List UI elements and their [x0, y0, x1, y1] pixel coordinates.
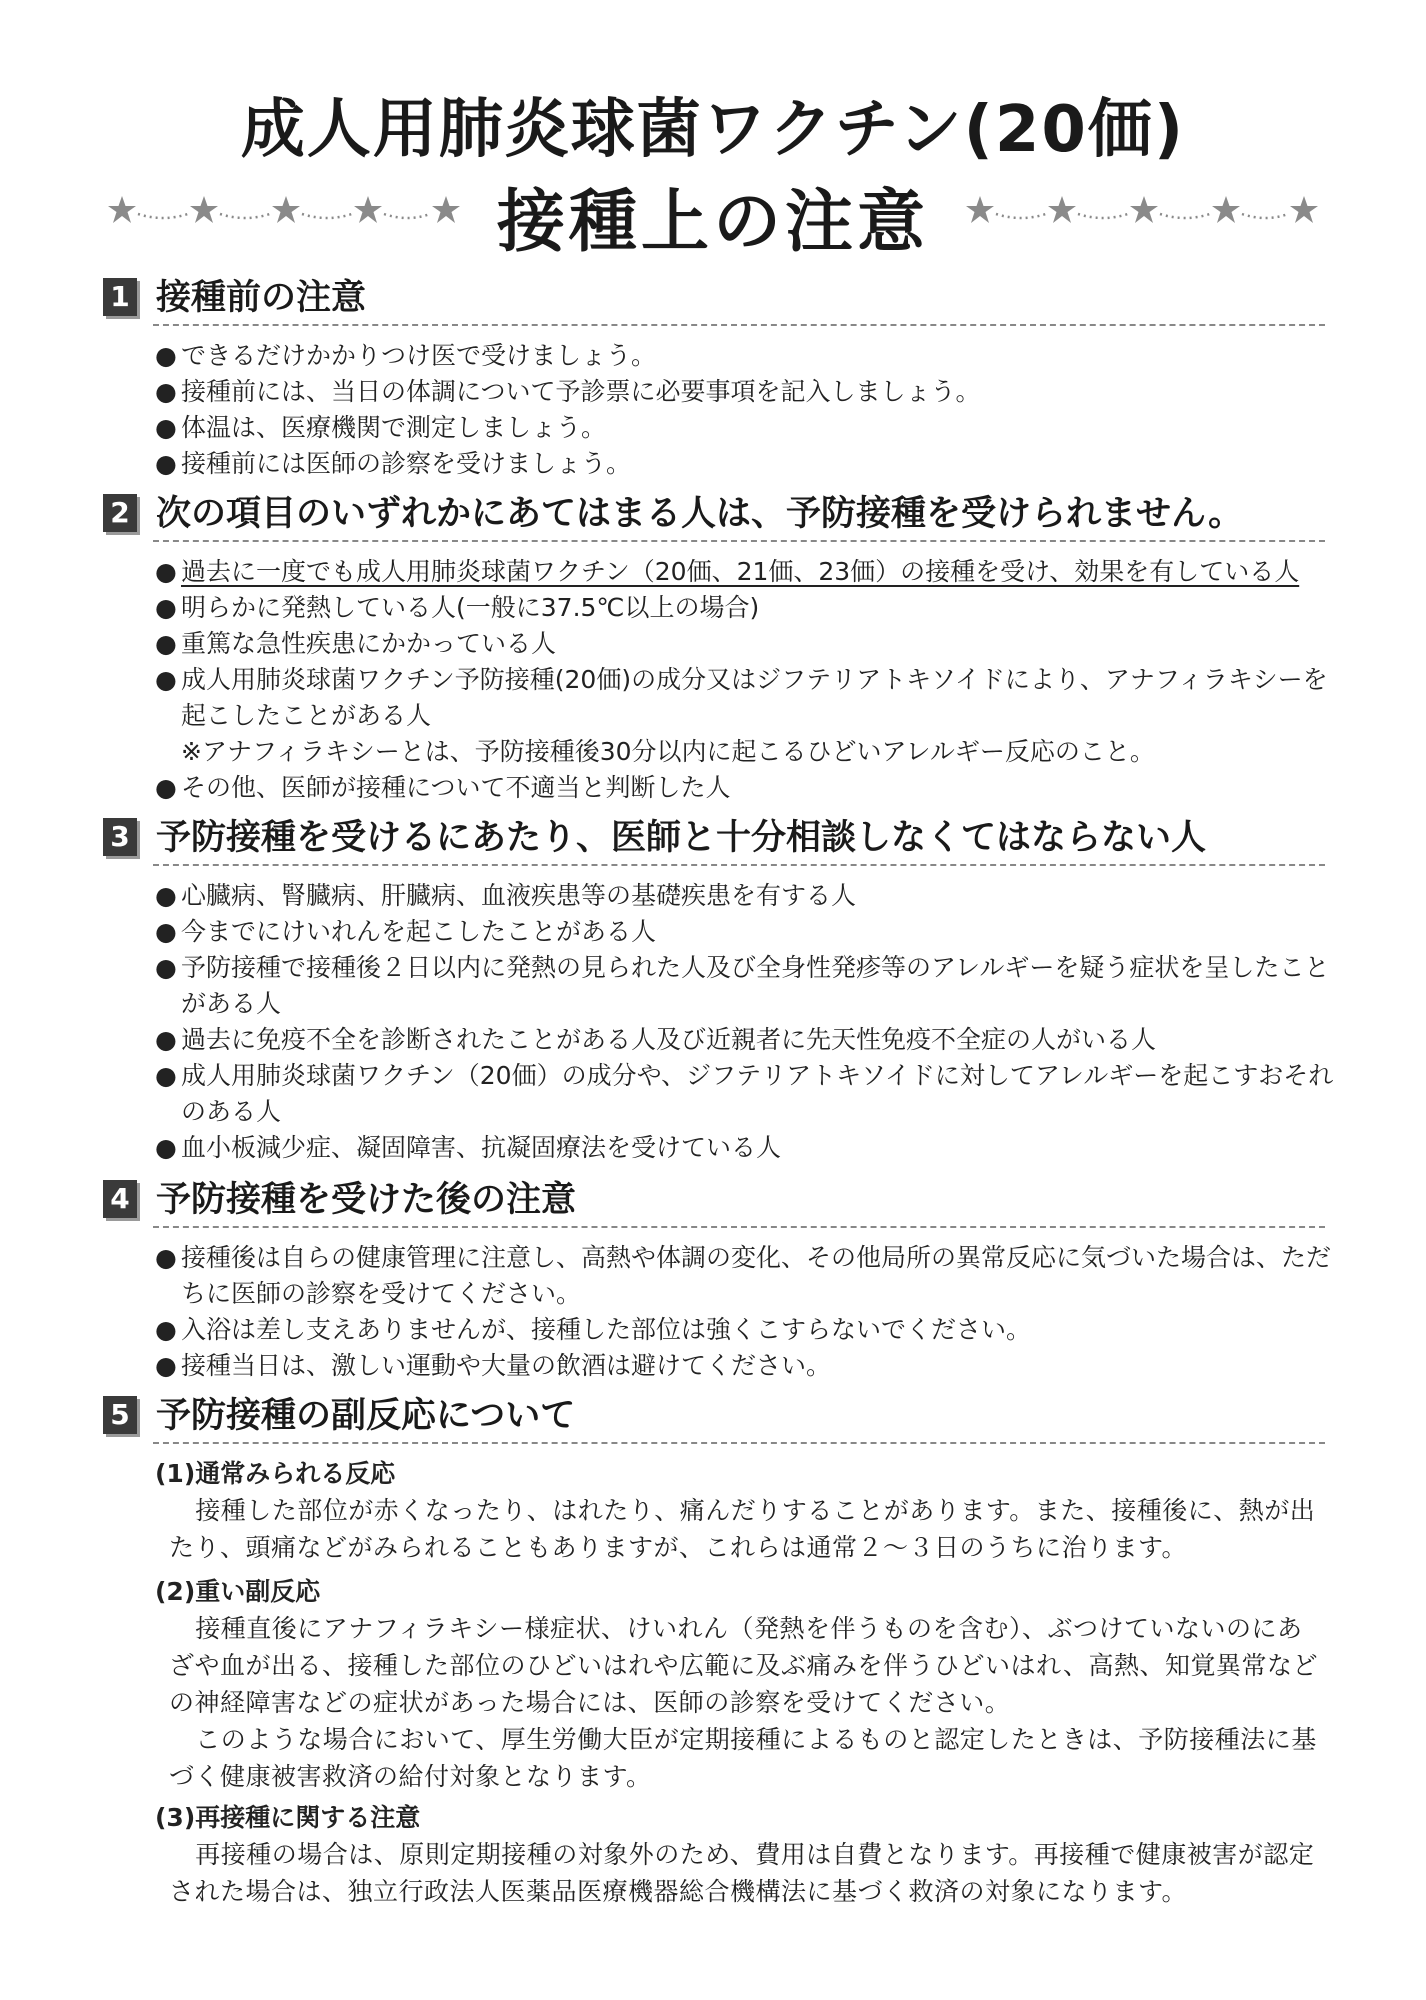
section-3-header	[103, 814, 1323, 864]
paragraph: 接種直後にアナフィラキシー様症状、けいれん（発熱を伴うものを含む）、ぶつけていないのにあざや血が出る、接種した部位のひどいはれや広範に及ぶ痛みを伴うひどいはれ、高熱、知覚異常などの神経障害などの症状があった場合には、医師の診察を受けてください。	[169, 1614, 1319, 1717]
list-item: ● 成人用肺炎球菌ワクチン予防接種(20価)の成分又はジフテリアトキソイドにより、アナフィラキシーを起こしたことがある人	[155, 662, 1335, 734]
section-title: 接種前の注意	[156, 278, 367, 318]
list-item: ● 体温は、医療機関で測定しましょう。	[155, 410, 1335, 446]
list-item: ● できるだけかかりつけ医で受けましょう。	[155, 338, 1335, 374]
list-item: ● 接種当日は、激しい運動や大量の飲酒は避けてください。	[155, 1348, 1335, 1384]
paragraph: 再接種の場合は、原則定期接種の対象外のため、費用は自費となります。再接種で健康被害が認定された場合は、独立行政法人医薬品医療機器総合機構法に基づく救済の対象になります。	[169, 1840, 1315, 1906]
section-5-header	[103, 1392, 1323, 1442]
section-4-list	[155, 1240, 1335, 1384]
star-divider-right-icon	[966, 192, 1318, 232]
list-item: ● 心臓病、腎臓病、肝臓病、血液疾患等の基礎疾患を有する人	[155, 878, 1335, 914]
list-item: ● 接種前には、当日の体調について予診票に必要事項を記入しましょう。	[155, 374, 1335, 410]
section-4-header	[103, 1176, 1323, 1226]
section-1-header	[103, 274, 1323, 324]
dashed-divider	[153, 540, 1325, 542]
dashed-divider	[153, 1442, 1325, 1444]
paragraph: 接種した部位が赤くなったり、はれたり、痛んだりすることがあります。また、接種後に、熱が出たり、頭痛などがみられることもありますが、これらは通常２～３日のうちに治ります。	[169, 1496, 1316, 1562]
list-item: ● 過去に一度でも成人用肺炎球菌ワクチン（20価、21価、23価）の接種を受け、効果を有している人	[155, 554, 1335, 590]
list-item: ● 接種後は自らの健康管理に注意し、高熱や体調の変化、その他局所の異常反応に気づいた場合は、ただちに医師の診察を受けてください。	[155, 1240, 1335, 1312]
subsection-title: (3)再接種に関する注意	[155, 1803, 421, 1832]
section-title: 予防接種の副反応について	[156, 1396, 576, 1436]
section-number-badge: 2	[103, 494, 137, 532]
subsection-title: (2)重い副反応	[155, 1577, 321, 1606]
list-item: ● 今までにけいれんを起こしたことがある人	[155, 914, 1335, 950]
section-1-list	[155, 338, 1335, 482]
list-item: ● 接種前には医師の診察を受けましょう。	[155, 446, 1335, 482]
list-item: ● 過去に免疫不全を診断されたことがある人及び近親者に先天性免疫不全症の人がいる人	[155, 1022, 1335, 1058]
section-2-header	[103, 490, 1323, 540]
list-item: ● 入浴は差し支えありませんが、接種した部位は強くこすらないでください。	[155, 1312, 1335, 1348]
list-item: ● 成人用肺炎球菌ワクチン（20価）の成分や、ジフテリアトキソイドに対してアレルギーを起こすおそれのある人	[155, 1058, 1335, 1130]
subsection-title: (1)通常みられる反応	[155, 1459, 396, 1488]
list-item: ● 重篤な急性疾患にかかっている人	[155, 626, 1335, 662]
section-3-list	[155, 878, 1335, 1166]
section-number-badge: 1	[103, 278, 137, 316]
page-subtitle: 接種上の注意	[496, 183, 929, 262]
subtitle-row	[0, 168, 1426, 262]
list-item: ● 血小板減少症、凝固障害、抗凝固療法を受けている人	[155, 1130, 1335, 1166]
list-item: ● その他、医師が接種について不適当と判断した人	[155, 770, 1335, 806]
subsection-severe-reactions	[155, 1574, 1325, 1795]
section-title: 予防接種を受けた後の注意	[156, 1180, 577, 1220]
subsection-common-reactions	[155, 1456, 1325, 1566]
paragraph: このような場合において、厚生労働大臣が定期接種によるものと認定したときは、予防接種法に基づく健康被害救済の給付対象となります。	[169, 1725, 1317, 1791]
section-number-badge: 4	[103, 1180, 137, 1218]
section-2-list	[155, 554, 1335, 806]
section-number-badge: 3	[103, 818, 137, 856]
dashed-divider	[153, 324, 1325, 326]
section-number-badge: 5	[103, 1396, 137, 1434]
dashed-divider	[153, 1226, 1325, 1228]
section-title: 予防接種を受けるにあたり、医師と十分相談しなくてはならない人	[156, 818, 1207, 858]
footnote: ※アナフィラキシーとは、予防接種後30分以内に起こるひどいアレルギー反応のこと。	[181, 737, 1155, 766]
dashed-divider	[153, 864, 1325, 866]
page-title: 成人用肺炎球菌ワクチン(20価)	[240, 93, 1186, 167]
list-item: ● 明らかに発熱している人(一般に37.5℃以上の場合)	[155, 590, 1335, 626]
list-item: ● 予防接種で接種後２日以内に発熱の見られた人及び全身性発疹等のアレルギーを疑う症状を呈したことがある人	[155, 950, 1335, 1022]
subsection-revaccination	[155, 1800, 1325, 1910]
section-title: 次の項目のいずれかにあてはまる人は、予防接種を受けられません。	[156, 494, 1244, 534]
